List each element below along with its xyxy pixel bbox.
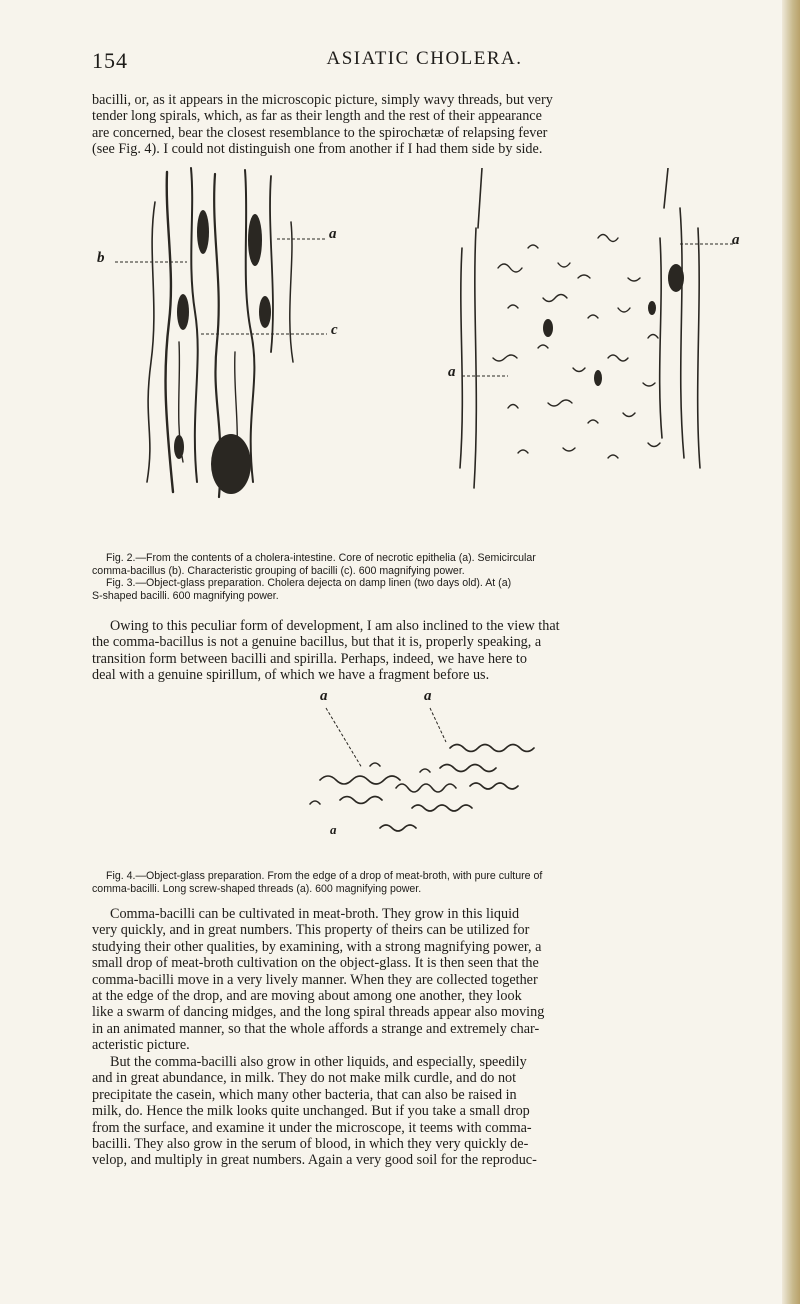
running-title: ASIATIC CHOLERA.: [326, 48, 523, 69]
caption-line: comma-bacillus (b). Characteristic grouping of bacilli (c). 600 magnifying power.: [92, 564, 465, 577]
figure-2-label-b: b: [97, 250, 105, 266]
text-line: Owing to this peculiar form of development, I am also inclined to the view that: [110, 618, 560, 634]
figure-4-label-a-top-left: a: [320, 688, 328, 704]
figure-4-label-a-bottom: a: [330, 822, 337, 837]
caption-line: S-shaped bacilli. 600 magnifying power.: [92, 589, 279, 602]
running-header: [92, 48, 757, 74]
text-line: transition form between bacilli and spirilla. Perhaps, indeed, we have here to: [92, 650, 527, 667]
text-line: like a swarm of dancing midges, and the long spiral threads appear also moving: [92, 1004, 545, 1021]
text-line: from the surface, and examine it under the microscope, it teems with comma-: [92, 1119, 532, 1136]
text-line: very quickly, and in great numbers. This property of theirs can be utilized for: [92, 922, 530, 939]
text-line: But the comma-bacilli also grow in other liquids, and especially, speedily: [110, 1054, 527, 1070]
figure-3-label-a-right: a: [732, 232, 740, 248]
caption-line: Fig. 2.—From the contents of a cholera-intestine. Core of necrotic epithelia (a). Semicircular: [106, 552, 536, 564]
figure-3-label-a-left: a: [448, 364, 456, 380]
figure-4-illustration: [300, 688, 560, 848]
text-line: acteristic picture.: [92, 1037, 190, 1054]
figure-4-drawing: [300, 688, 560, 848]
caption-line: comma-bacilli. Long screw-shaped threads (a). 600 magnifying power.: [92, 882, 422, 895]
figure-4-label-a-top-right: a: [424, 688, 432, 704]
page-number: 154: [92, 48, 128, 73]
text-line: at the edge of the drop, and are moving about among one another, they look: [92, 988, 522, 1005]
captions-figures-2-3: [92, 552, 750, 602]
text-line: are concerned, bear the closest resemblance to the spirochætæ of relapsing fever: [92, 124, 548, 141]
text-line: in an animated manner, so that the whole affords a strange and extremely char-: [92, 1020, 540, 1037]
text-line: (see Fig. 4). I could not distinguish one from another if I had them side by side.: [92, 141, 543, 158]
paragraph-2: [92, 618, 750, 684]
figure-2-label-a: a: [329, 226, 337, 242]
figure-3-illustration: [448, 168, 748, 500]
text-line: precipitate the casein, which many other bacteria, that can also be raised in: [92, 1086, 517, 1103]
text-line: small drop of meat-broth cultivation on the object-glass. It is then seen that the: [92, 955, 539, 972]
text-line: and in great abundance, in milk. They do not make milk curdle, and do not: [92, 1070, 517, 1087]
text-line: bacilli, or, as it appears in the microscopic picture, simply wavy threads, but very: [92, 92, 553, 108]
text-line: deal with a genuine spirillum, of which we have a fragment before us.: [92, 667, 490, 684]
text-line: tender long spirals, which, as far as their length and the rest of their appearance: [92, 108, 542, 125]
caption-line: Fig. 4.—Object-glass preparation. From the edge of a drop of meat-broth, with pure culture of: [106, 870, 543, 882]
figure-2-label-c: c: [331, 322, 338, 338]
caption-figure-4: [92, 870, 750, 895]
page-edge: [782, 0, 800, 1304]
text-line: velop, and multiply in great numbers. Again a very good soil for the reproduc-: [92, 1152, 537, 1169]
text-line: studying their other qualities, by examining, with a strong magnifying power, a: [92, 938, 542, 955]
figure-2-drawing: [95, 162, 345, 502]
text-line: milk, do. Hence the milk looks quite unchanged. But if you take a small drop: [92, 1103, 530, 1120]
figure-3-drawing: [448, 168, 748, 500]
caption-line: Fig. 3.—Object-glass preparation. Cholera dejecta on damp linen (two days old). At (a): [106, 577, 512, 590]
paragraph-1: [92, 92, 750, 158]
text-line: comma-bacilli move in a very lively manner. When they are collected together: [92, 971, 538, 988]
text-line: bacilli. They also grow in the serum of blood, in which they very quickly de-: [92, 1136, 529, 1153]
paragraph-3: [92, 906, 750, 1054]
figure-2-illustration: [95, 162, 345, 502]
text-line: the comma-bacillus is not a genuine bacillus, but that it is, properly speaking, a: [92, 634, 542, 651]
paragraph-4: [92, 1054, 750, 1169]
text-line: Comma-bacilli can be cultivated in meat-broth. They grow in this liquid: [110, 906, 520, 922]
